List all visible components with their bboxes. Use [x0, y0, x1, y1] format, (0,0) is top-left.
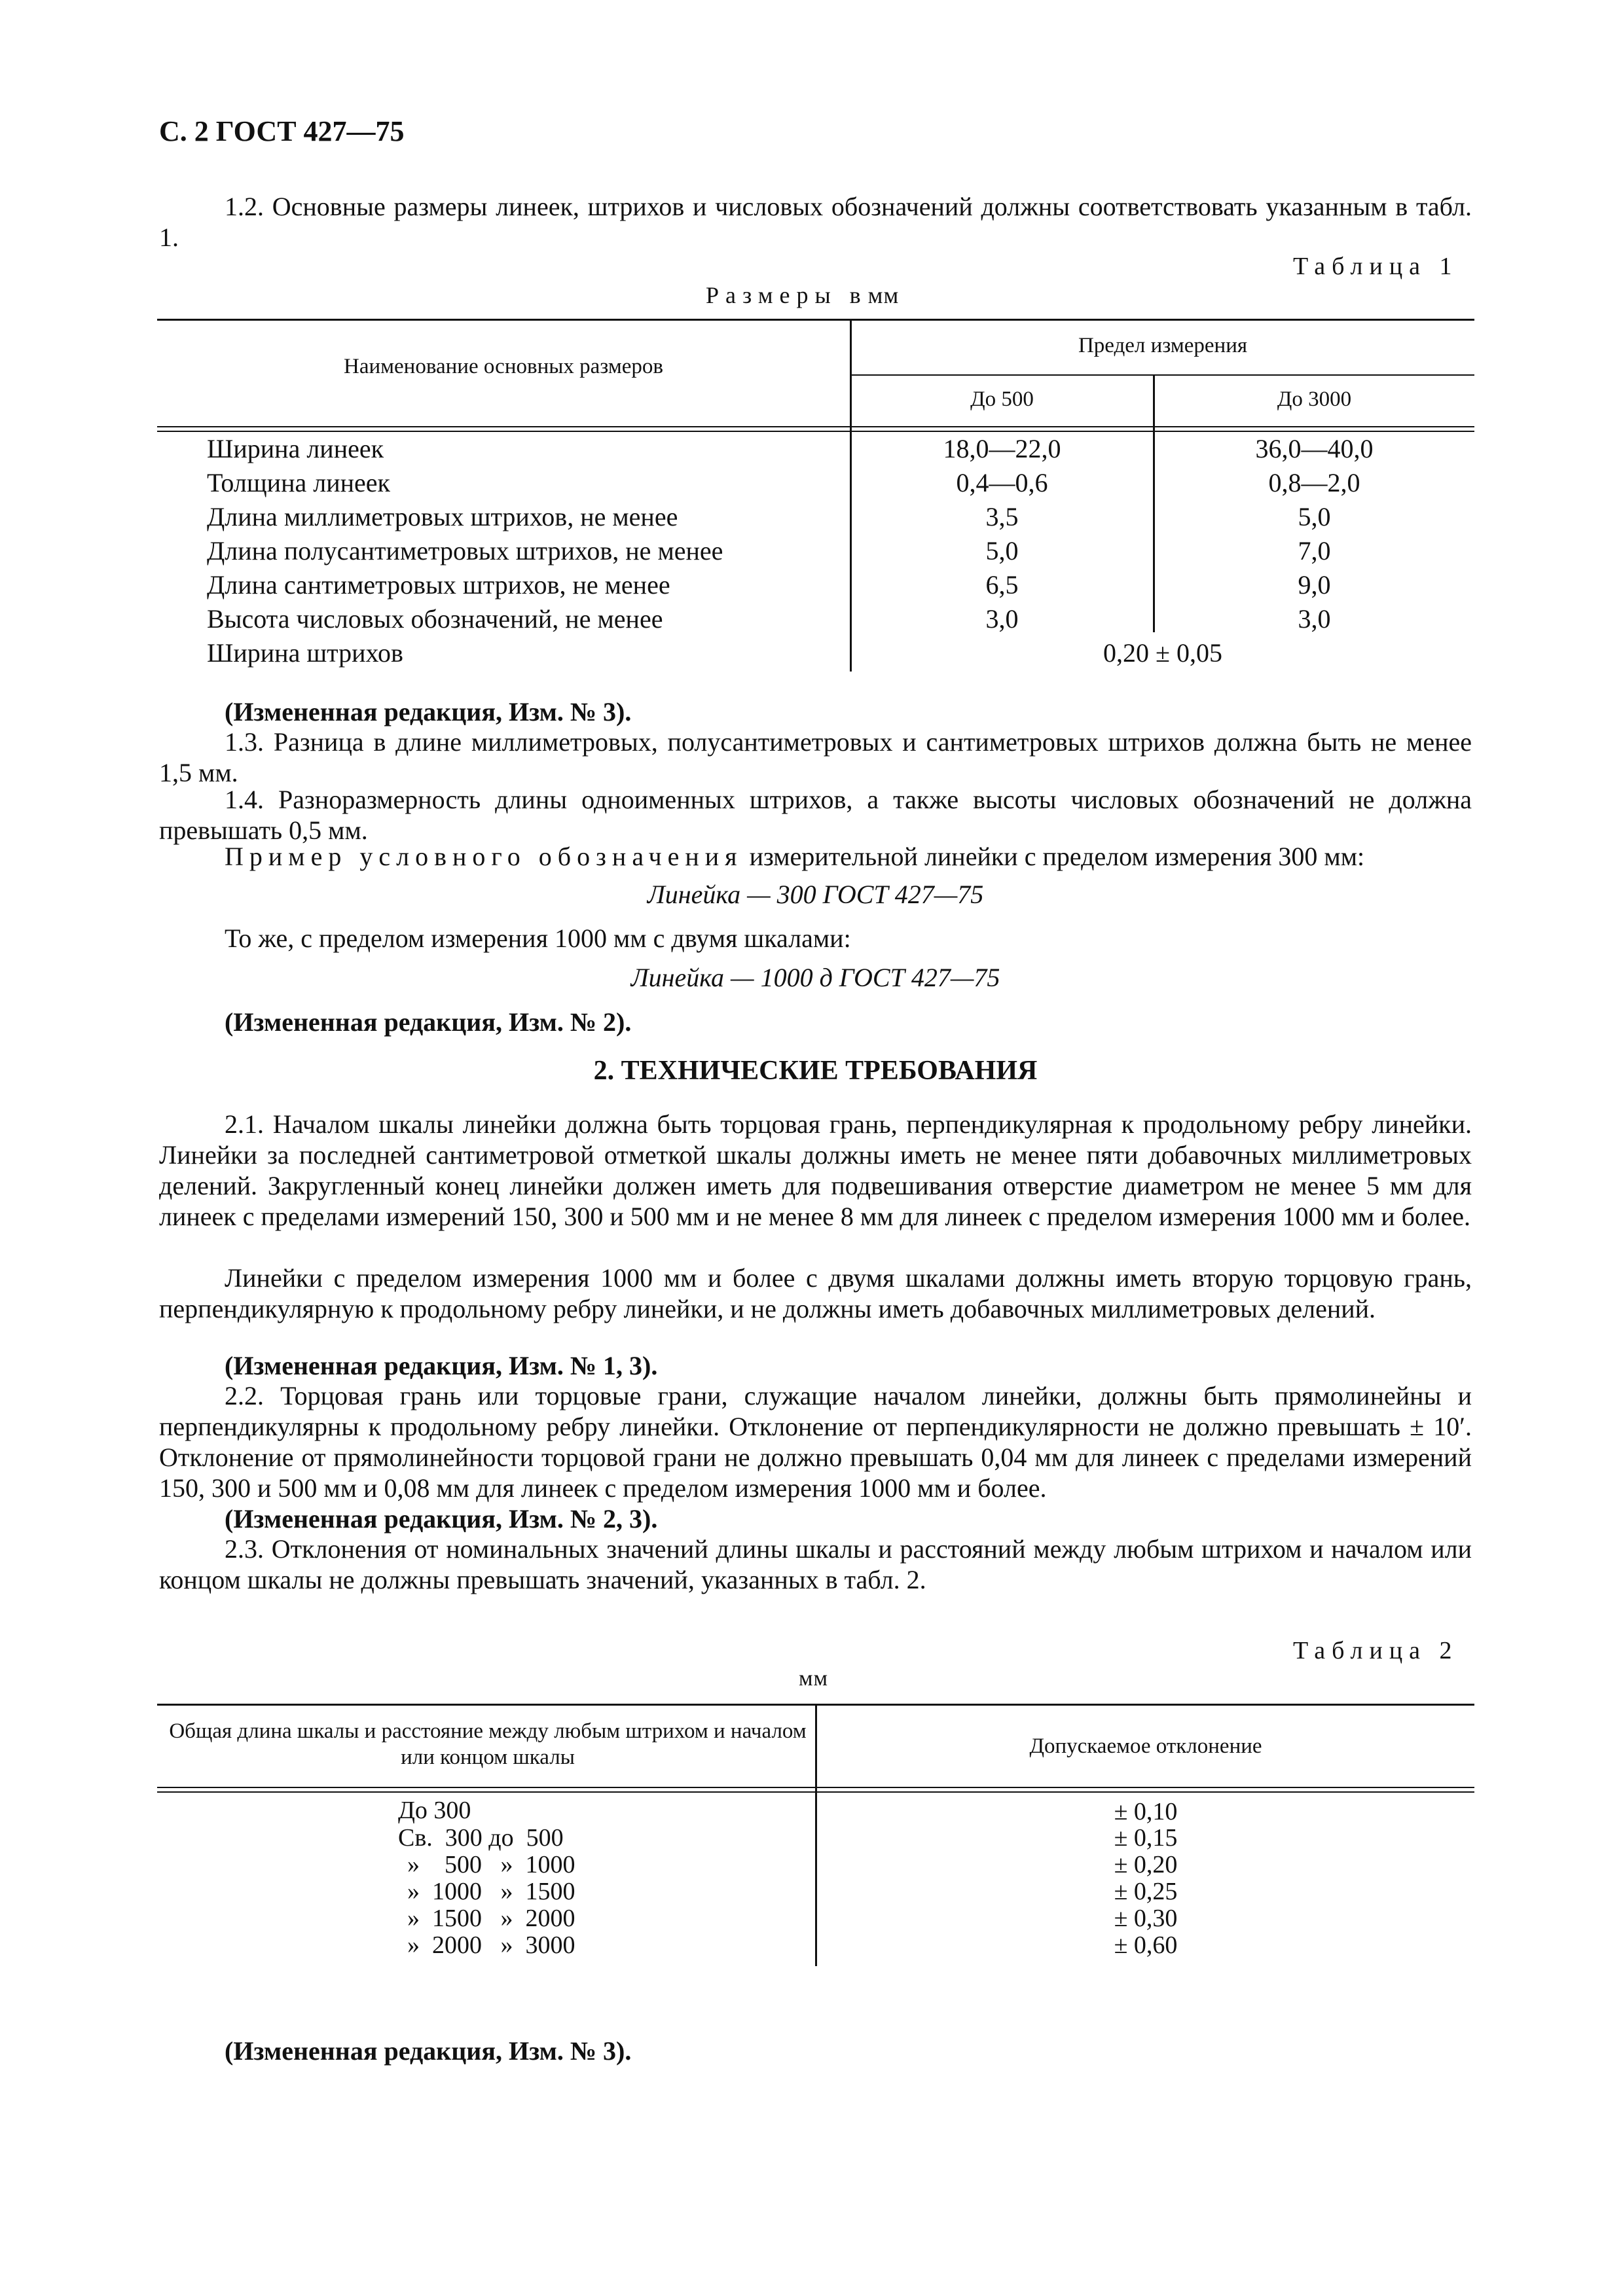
- paragraph-2-1: 2.1. Началом шкалы линейки должна быть торцовая грань, перпендикулярная к продольному ребру линейки. Линейки за последней сантиметровой отметкой шкалы должны иметь не менее пяти добавочных миллиметровых делений. Закругленный конец линейки должен иметь для подвешивания отверстие диаметром не менее 5 мм для линеек с пределами измерений 150, 300 и 500 мм и не менее 8 мм для линеек с пределом измерения 1000 мм и более.: [159, 1109, 1472, 1231]
- table1-row5-3000: 9,0: [1298, 570, 1331, 600]
- table1-row3-3000: 5,0: [1298, 502, 1331, 531]
- paragraph-1-3: 1.3. Разница в длине миллиметровых, полусантиметровых и сантиметровых штрихов должна быть не менее 1,5 мм.: [159, 727, 1472, 787]
- edit-note-3a: (Измененная редакция, Изм. № 3).: [225, 697, 632, 726]
- table1-row4-500: 5,0: [985, 536, 1019, 565]
- paragraph-2-2: 2.2. Торцовая грань или торцовые грани, служащие началом линейки, должны быть прямолинейны и перпендикулярны к продольному ребру линейки. Отклонение от перпендикулярности не должно превышать ± 10′. Отклонение от прямолинейности торцовой грани не должно превышать 0,04 мм для линеек с пределами измерений 150, 300 и 500 мм и 0,08 мм для линеек с пределом измерения 1000 мм и более.: [159, 1381, 1472, 1503]
- table1-row6-3000: 3,0: [1298, 604, 1331, 634]
- table1-label: Таблица 1: [1293, 253, 1459, 280]
- paragraph-1-2: 1.2. Основные размеры линеек, штрихов и числовых обозначений должны соответствовать указанным в табл. 1.: [159, 192, 1472, 252]
- table1-row5-500: 6,5: [985, 570, 1019, 600]
- table2-row1-range: До 300: [398, 1797, 471, 1824]
- table1-row4-3000: 7,0: [1298, 536, 1331, 565]
- section-2-title: 2. ТЕХНИЧЕСКИЕ ТРЕБОВАНИЯ: [593, 1056, 1038, 1086]
- table2-row2-range: Св. 300 до 500: [398, 1824, 564, 1852]
- table2-row4-dev: ± 0,25: [1114, 1878, 1178, 1905]
- table1-units-spaced: Размеры: [706, 282, 837, 308]
- table1-head-rule-b: [157, 431, 1474, 432]
- table1-units-unit: в мм: [849, 282, 900, 308]
- table1-row4-name: Длина полусантиметровых штрихов, не менее: [207, 536, 723, 565]
- table1-sub-rule: [851, 374, 1474, 376]
- table1-header-500: До 500: [970, 387, 1034, 411]
- table2-row5-dev: ± 0,30: [1114, 1905, 1178, 1932]
- table2-label: Таблица 2: [1293, 1637, 1459, 1664]
- table1-row1-500: 18,0—22,0: [943, 434, 1061, 463]
- table2-row3-range: » 500 » 1000: [407, 1851, 575, 1878]
- table1-row2-500: 0,4—0,6: [956, 468, 1048, 497]
- paragraph-2-3: 2.3. Отклонения от номинальных значений длины шкалы и расстояний между любым штрихом и началом или концом шкалы не должны превышать значений, указанных в табл. 2.: [159, 1534, 1472, 1594]
- table2-row1-dev: ± 0,10: [1114, 1798, 1178, 1825]
- table1-row5-name: Длина сантиметровых штрихов, не менее: [207, 570, 670, 600]
- table1-row2-3000: 0,8—2,0: [1268, 468, 1360, 497]
- same-text: То же, с пределом измерения 1000 мм с двумя шкалами:: [225, 924, 851, 953]
- table1-row3-name: Длина миллиметровых штрихов, не менее: [207, 502, 678, 531]
- edit-note-2-3: (Измененная редакция, Изм. № 2, 3).: [225, 1504, 658, 1534]
- table1-row6-name: Высота числовых обозначений, не менее: [207, 604, 663, 634]
- edit-note-3b: (Измененная редакция, Изм. № 3).: [225, 2036, 632, 2066]
- table1-row7-name: Ширина штрихов: [207, 638, 403, 668]
- table1-row2-name: Толщина линеек: [207, 468, 390, 497]
- table1-header-limit: Предел измерения: [1078, 334, 1248, 357]
- table2-units: мм: [799, 1666, 829, 1691]
- table1-head-rule-a: [157, 426, 1474, 427]
- edit-note-2: (Измененная редакция, Изм. № 2).: [225, 1007, 632, 1037]
- table1-row6-500: 3,0: [985, 604, 1019, 634]
- edit-note-1-3: (Измененная редакция, Изм. № 1, 3).: [225, 1351, 658, 1380]
- example-intro: [159, 841, 1472, 872]
- table1-units: [706, 281, 899, 309]
- example-spaced: Пример условного обозначения: [225, 842, 743, 871]
- example-1: Линейка — 300 ГОСТ 427—75: [647, 880, 984, 909]
- table2-row5-range: » 1500 » 2000: [407, 1905, 575, 1932]
- table1-header-name: Наименование основных размеров: [344, 355, 663, 378]
- paragraph-1-4: 1.4. Разноразмерность длины одноименных штрихов, а также высоты числовых обозначений не должна превышать 0,5 мм.: [159, 785, 1472, 845]
- table1-header-3000: До 3000: [1277, 387, 1352, 411]
- table1-row7-value: 0,20 ± 0,05: [1103, 638, 1222, 668]
- table2-header-name: Общая длина шкалы и расстояние между любым штрихом и началом или концом шкалы: [169, 1719, 807, 1769]
- table1-row3-500: 3,5: [985, 502, 1019, 531]
- table2-row3-dev: ± 0,20: [1114, 1851, 1178, 1878]
- table1-top-rule: [157, 319, 1474, 321]
- table1-row1-3000: 36,0—40,0: [1255, 434, 1374, 463]
- table1-row1-name: Ширина линеек: [207, 434, 384, 463]
- paragraph-2-1b: Линейки с пределом измерения 1000 мм и более с двумя шкалами должны иметь вторую торцовую грань, перпендикулярную к продольному ребру линейки, и не должны иметь добавочных миллиметровых делений.: [159, 1263, 1472, 1323]
- example-2: Линейка — 1000 д ГОСТ 427—75: [630, 963, 1000, 992]
- table2-row6-range: » 2000 » 3000: [407, 1931, 575, 1959]
- example-rest: измерительной линейки с пределом измерения 300 мм:: [742, 842, 1365, 871]
- table2-header-dev: Допускаемое отклонение: [1029, 1734, 1262, 1758]
- table2-row4-range: » 1000 » 1500: [407, 1878, 575, 1905]
- page-header: С. 2 ГОСТ 427—75: [159, 115, 405, 147]
- table2-row2-dev: ± 0,15: [1114, 1824, 1178, 1852]
- table2-row6-dev: ± 0,60: [1114, 1931, 1178, 1959]
